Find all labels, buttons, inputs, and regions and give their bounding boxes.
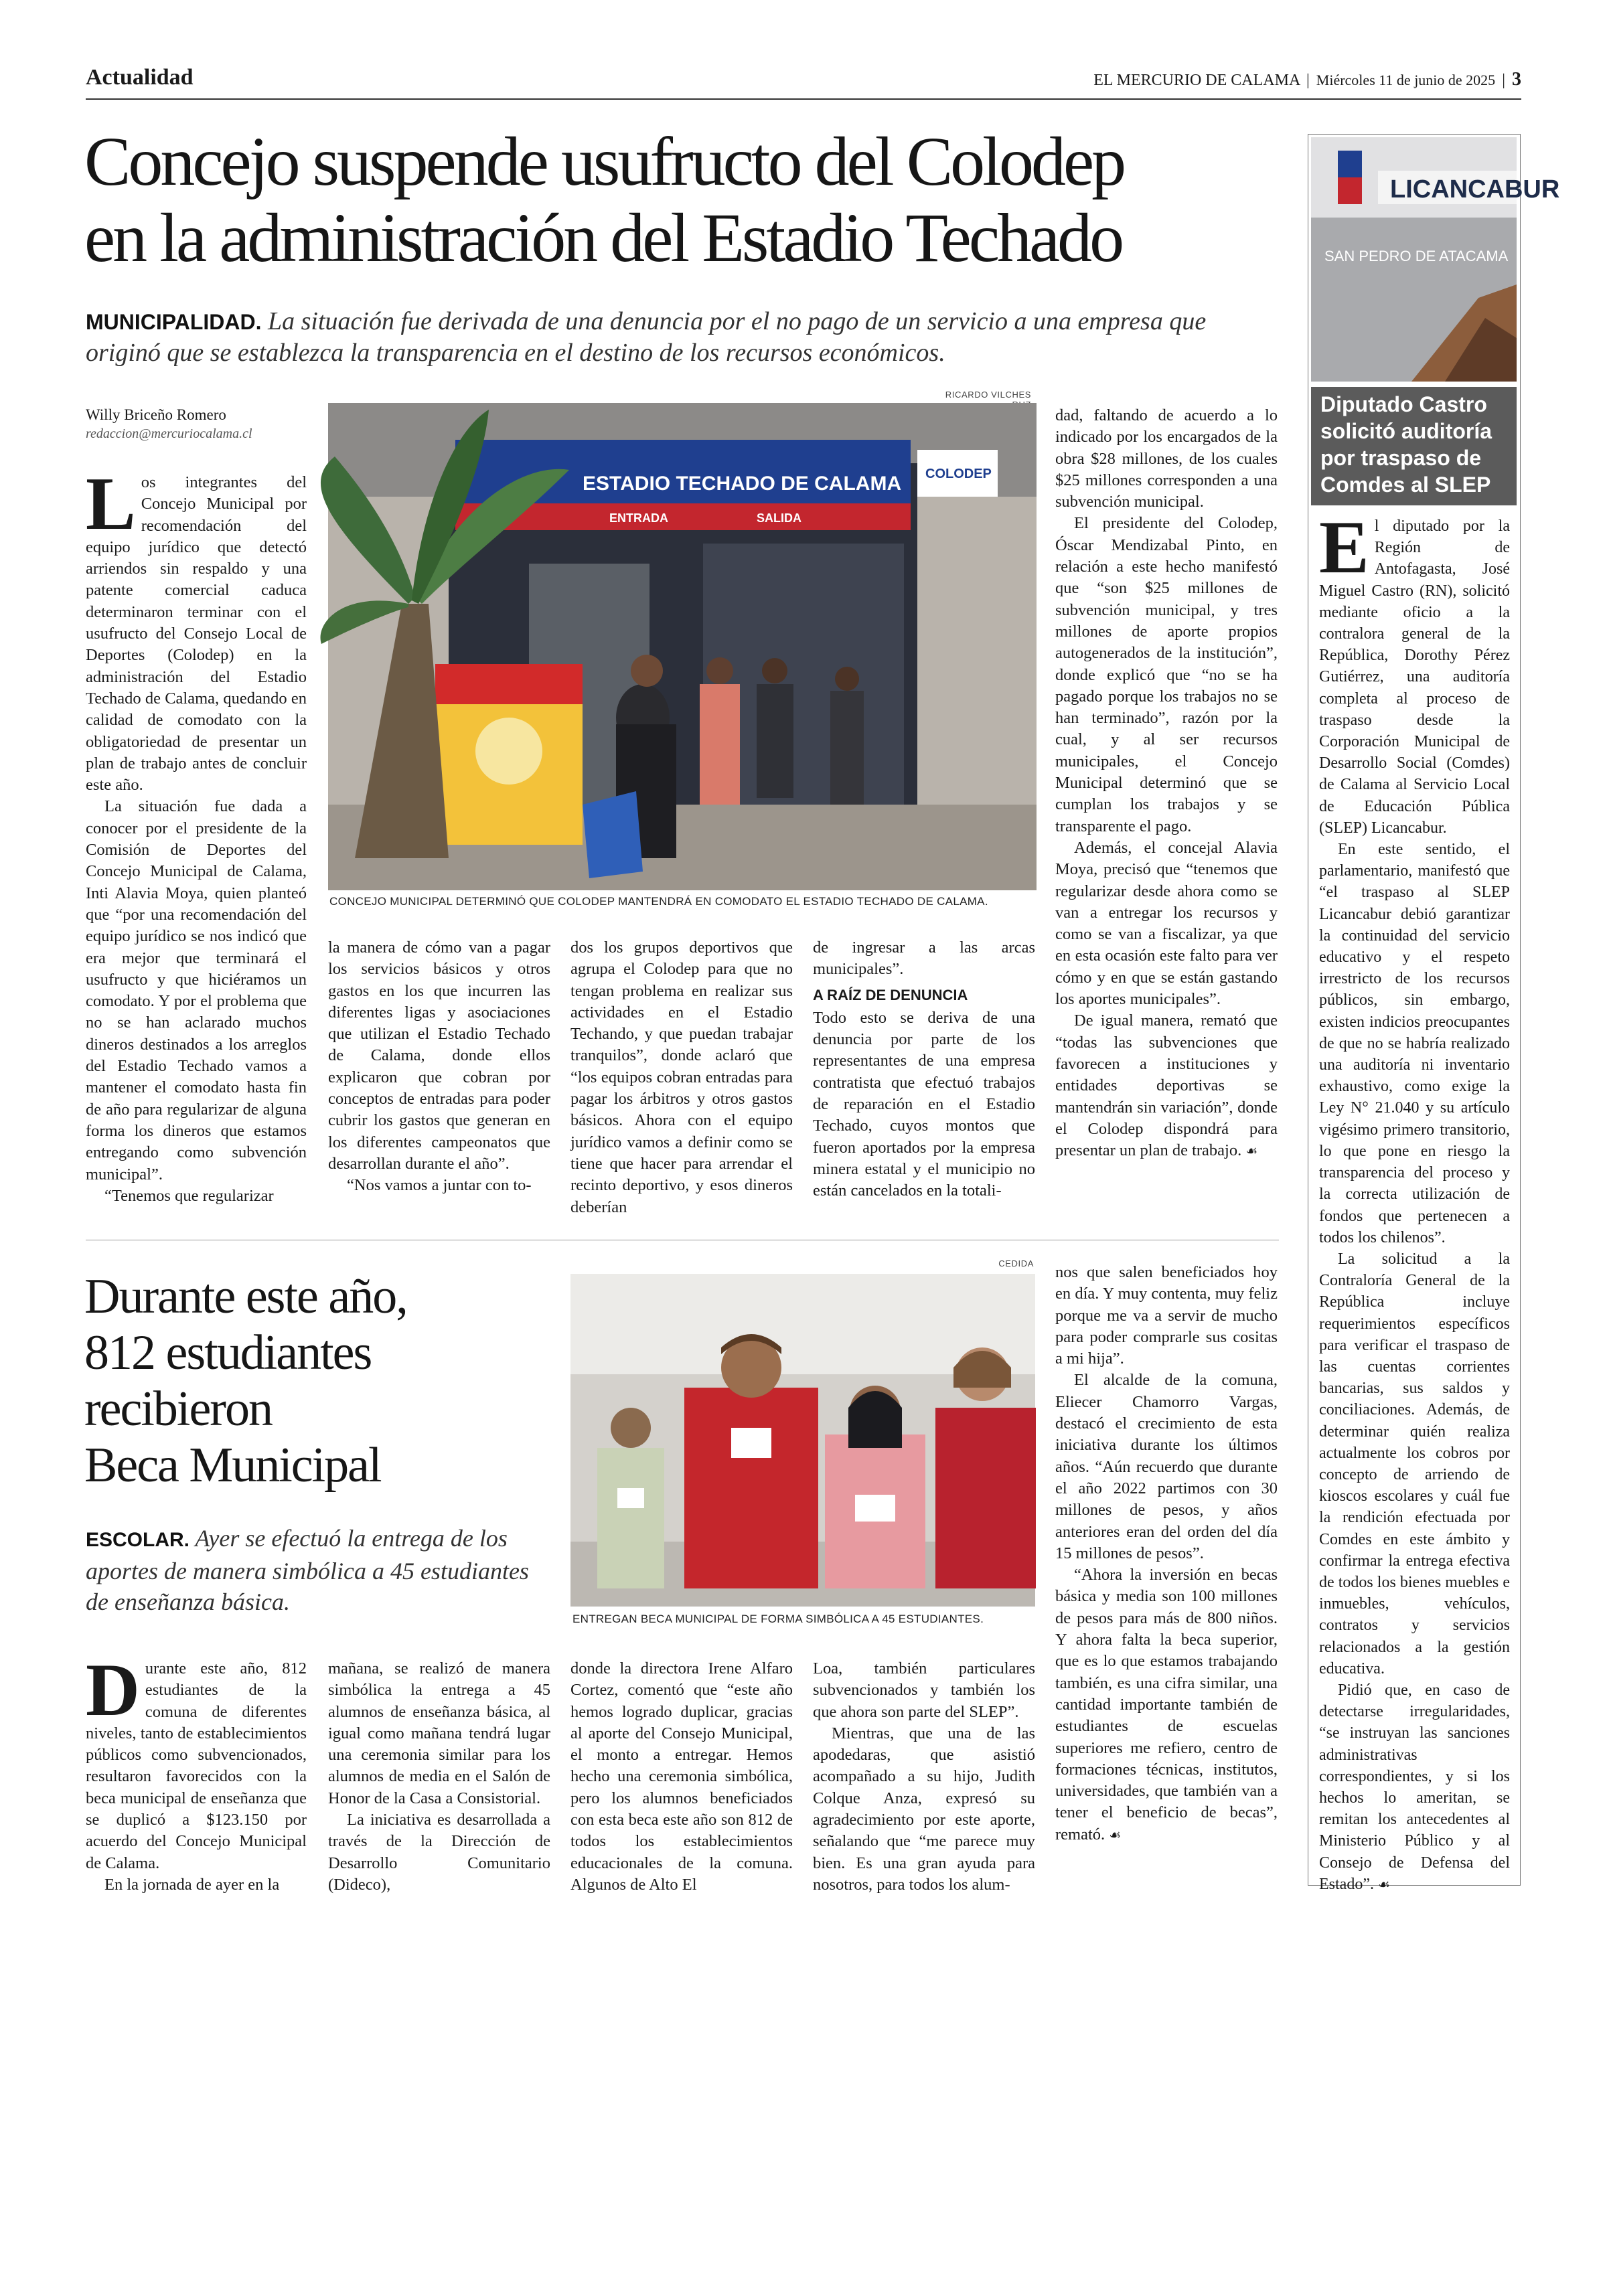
second-col4-p2: Mientras, que una de las apodedaras, que asistió acompañado a su hijo, Judith Colque Anza, expresó su agradecimiento por este aporte, señalando que “me parece muy bien. Es una gran ayuda para nosotros, para todos los alum-	[813, 1724, 1035, 1894]
sidebar-dropcap: E	[1319, 506, 1369, 589]
students-photo-caption: ENTREGAN BECA MUNICIPAL DE FORMA SIMBÓLICA A 45 ESTUDIANTES.	[572, 1613, 984, 1625]
second-end-mark-icon: ☙	[1109, 1826, 1122, 1843]
sidebar-body	[1319, 506, 1510, 1895]
main-col-2	[328, 937, 550, 1197]
main-col2-p1: la manera de cómo van a pagar los servicios básicos y otros gastos en los que incurren las diferentes ligas y asociaciones que utilizan el Estadio Techado de Calama, donde ellos explicaron que cobran por conceptos de entradas para poder cubrir los gastos que generan en los diferentes campeonatos que desarrollan durante el año”.	[328, 938, 550, 1173]
stadium-sign-entrada: ENTRADA	[609, 511, 668, 525]
main-photo-credit: RICARDO VILCHES	[945, 390, 1031, 400]
students-photo	[570, 1274, 1035, 1607]
main-subhead: A RAÍZ DE DENUNCIA	[813, 986, 968, 1003]
sidebar-wall-text: SAN PEDRO DE ATACAMA	[1324, 248, 1509, 264]
page-header	[86, 64, 1521, 100]
newspaper-name: EL MERCURIO DE CALAMA	[1093, 72, 1300, 89]
main-kicker: MUNICIPALIDAD.	[86, 310, 262, 334]
issue-date: Miércoles 11 de junio de 2025	[1316, 72, 1496, 88]
main-headline: Concejo suspende usufructo del Colodep en la administración del Estadio Techado	[84, 123, 1124, 276]
second-col5-p1: nos que salen beneficiados hoy en día. Y muy contenta, muy feliz porque me va a servir de mucho para poder comprarle sus cositas a mi hija”.	[1055, 1263, 1278, 1368]
sidebar-p4: Pidió que, en caso de detectarse irregularidades, “se instruyan las sanciones administrativas correspondientes, y si los hechos lo ameritan, se remitan los antecedentes al Ministerio Público y al Consejo de Defensa del Estado”.	[1319, 1681, 1510, 1893]
second-col2-p1: mañana, se realizó de manera simbólica la entrega a 45 alumnos de enseñanza básica, al igual como mañana tendrá lugar una ceremonia similar para los alumnos de media en el Salón de Honor de la Casa a Consistorial.	[328, 1659, 550, 1807]
second-col-2	[328, 1658, 550, 1896]
masthead-info: EL MERCURIO DE CALAMA | Miércoles 11 de junio de 2025 | 3	[1093, 69, 1521, 90]
author-email: redaccion@mercuriocalama.cl	[86, 426, 252, 441]
second-deck	[86, 1523, 541, 1617]
second-col-3	[570, 1658, 793, 1896]
sidebar-end-mark-icon: ☙	[1377, 1876, 1390, 1892]
second-col5-p3: “Ahora la inversión en becas básica y media son 100 millones de pesos para más de 800 niños. Y ahora falta la beca superior, que es lo que estamos trabajando también, es una cifra similar, una cantidad importante también de estudiantes de escuelas superiores me refiero, centro de formaciones técnicas, institutos, universidades, que también van a tener el beneficio de becas”, remató.	[1055, 1566, 1278, 1843]
colodep-logo-text: COLODEP	[925, 467, 992, 481]
sidebar-sign-text: LICANCABUR	[1390, 175, 1560, 203]
main-col1-p3: “Tenemos que regularizar	[104, 1186, 274, 1205]
main-dropcap: L	[86, 463, 136, 546]
sidebar-p1: l diputado por la Región de Antofagasta, José Miguel Castro (RN), solicitó mediante oficio a la contralora general de la República, Dorothy Pérez Gutiérrez, una auditoría completa al proceso de traspaso desde la Corporación Municipal de Desarrollo Social (Comdes) de Calama al Servicio Local de Educación Pública (SLEP) Licancabur.	[1319, 517, 1510, 837]
main-col-3	[570, 937, 793, 1218]
second-headline: Durante este año, 812 estudiantes recibieron Beca Municipal	[84, 1269, 407, 1493]
second-col5-p2: El alcalde de la comuna, Eliecer Chamorro Vargas, destacó el crecimiento de esta iniciativa durante los últimos años. “Aún recuerdo que durante el año 2022 partimos con 30 millones de pesos, y años anteriores eran del orden del día 15 millones de pesos”.	[1055, 1371, 1278, 1562]
main-col2-p2: “Nos vamos a juntar con to-	[347, 1176, 532, 1195]
stadium-sign-salida: SALIDA	[757, 511, 801, 525]
sidebar-headline-box	[1311, 387, 1517, 505]
second-col4-p1: Loa, también particulares subvencionados y también los que ahora son parte del SLEP”.	[813, 1659, 1035, 1721]
end-mark-icon: ☙	[1245, 1143, 1258, 1159]
section-label: Actualidad	[86, 65, 194, 90]
byline	[86, 406, 307, 442]
main-col-1	[86, 463, 307, 1207]
second-deck-text: Ayer se efectuó la entrega de los aportes de manera simbólica a 45 estudiantes de enseñanza básica.	[86, 1525, 529, 1615]
main-col5-p1: dad, faltando de acuerdo a lo indicado por los encargados de la obra $28 millones, de los cuales $25 millones corresponden a una subvención municipal.	[1055, 406, 1278, 511]
stadium-photo	[328, 403, 1037, 890]
stadium-sign-text: ESTADIO TECHADO DE CALAMA	[583, 473, 902, 495]
sidebar-headline: Diputado Castro solicitó auditoría por traspaso de Comdes al SLEP	[1320, 392, 1493, 497]
sidebar-p2: En este sentido, el parlamentario, manifestó que “el traspaso al SLEP Licancabur debió garantizar la continuidad del servicio educativo y el respeto irrestricto de los recursos públicos, sin embargo, existen indicios preocupantes de que no se habría realizado una auditoría ni inventario exhaustivo, como exige la Ley N° 21.040 y su artículo vigésimo primero transitorio, lo que pone en riesgo la transparencia del proceso y la correcta utilización de fondos que pertenecen a todos los chilenos”.	[1319, 841, 1510, 1246]
main-col5-p4: De igual manera, remató que “todas las subvenciones que favorecen a instituciones y entidades deportivas se mantendrán sin variación”, donde el Colodep dispondrá para presentar un plan de trabajo.	[1055, 1011, 1278, 1160]
second-col1-p2: En la jornada de ayer en la	[104, 1875, 280, 1894]
second-col-1	[86, 1649, 307, 1896]
second-col3-p1: donde la directora Irene Alfaro Cortez, comentó que “este año hemos logrado duplicar, gracias al aporte del Consejo Municipal, el monto a entregar. Hemos hecho una ceremonia simbólica, pero los alumnos beneficiados con esta beca este año son 812 de todos los establecimientos educacionales de la comuna. Algunos de Alto El	[570, 1659, 793, 1894]
page-number: 3	[1512, 69, 1521, 90]
main-col4-p1: de ingresar a las arcas municipales”.	[813, 938, 1035, 979]
second-photo-credit: CEDIDA	[998, 1258, 1034, 1268]
stadium-photo-caption: CONCEJO MUNICIPAL DETERMINÓ QUE COLODEP MANTENDRÁ EN COMODATO EL ESTADIO TECHADO DE CALAMA.	[329, 895, 988, 908]
second-col-5	[1055, 1262, 1278, 1846]
second-kicker: ESCOLAR.	[86, 1529, 190, 1551]
sidebar-p3: La solicitud a la Contraloría General de la República incluye requerimientos específicos para verificar el traspaso de las cuentas corrientes bancarias, sus saldos y conciliaciones. Además, de determinar quién realiza actualmente los cobros por concepto de arriendo de kioscos escolares y cuál fue la rendición efectuada por Comdes en este ámbito y confirmar la entrega efectiva de todos los bienes muebles e inmuebles, vehículos, contratos y servicios relacionados a la gestión educativa.	[1319, 1250, 1510, 1677]
main-deck-text: La situación fue derivada de una denuncia por el no pago de un servicio a una empresa que originó que se establezca la transparencia en el destino de los recursos económicos.	[86, 307, 1207, 367]
second-dropcap: D	[86, 1649, 140, 1732]
main-col-5	[1055, 405, 1278, 1161]
sidebar-photo	[1311, 137, 1560, 382]
main-col5-p3: Además, el concejal Alavia Moya, precisó que “tenemos que regularizar desde ahora como se van a entregar los recursos y como se van a fiscalizar, ya que en esta ocasión este falto para ver cómo y en que se están gastando los aportes municipales”.	[1055, 838, 1278, 1009]
main-col1-p2: La situación fue dada a conocer por el presidente de la Comisión de Deportes del Concejo Municipal de Calama, Inti Alavia Moya, quien planteó que “por una recomendación del equipo jurídico se nos indicó que era mejor que terminará el usufructo y que hiciéramos un comodato. Y por el problema que no se han aclarado muchos dineros destinados a los arreglos del Estadio Techado vamos a mantener el comodato hasta fin de año para regularizar de alguna forma los dineros que estamos entregando como subvención municipal”.	[86, 797, 307, 1183]
second-col1-p1: urante este año, 812 estudiantes de la comuna de diferentes niveles, tanto de establecimientos públicos como subvencionados, resultaron favorecidos con la beca municipal de enseñanza que se duplicó a $123.150 por acuerdo del Concejo Municipal de Calama.	[86, 1659, 307, 1872]
main-deck	[86, 306, 1284, 368]
main-col-4	[813, 937, 1035, 1202]
second-col2-p2: La iniciativa es desarrollada a través de la Dirección de Desarrollo Comunitario (Dideco),	[328, 1811, 550, 1894]
main-col5-p2: El presidente del Colodep, Óscar Mendizabal Pinto, en relación a este hecho manifestó que “son $25 millones de subvención municipal, y tres millones de aporte propios autogenerados de la institución”, donde explicó que “no se ha pagado porque los trabajos no se han terminado”, razón por la cual, y al ser recursos municipales, el Concejo Municipal determinó que se cumplan los trabajos y se transparente el pago.	[1055, 514, 1278, 835]
second-col-4	[813, 1658, 1035, 1896]
author-name: Willy Briceño Romero	[86, 406, 226, 423]
main-col1-p1: os integrantes del Concejo Municipal por recomendación del equipo jurídico que detectó arriendos sin respaldo y una patente comercial caduca determinaron terminar con el usufructo del Consejo Local de Deportes (Colodep) en la administración del Estadio Techado de Calama, quedando en calidad de comodato con la obligatoriedad de presentar un plan de trabajo antes de concluir este año.	[86, 473, 307, 795]
main-col3-p1: dos los grupos deportivos que agrupa el Colodep para que no tengan problema en realizar sus actividades en el Estadio Techando, y que puedan trabajar tranquilos”, donde aclaró que “los equipos cobran entradas para pagar los árbitros y otros gastos básicos. Ahora con el equipo jurídico vamos a definir como se tiene que hacer para arrendar el recinto deportivo, y esos dineros deberían	[570, 938, 793, 1216]
main-col4-p2: Todo esto se deriva de una denuncia por parte de los representantes de una empresa contratista que efectuó trabajos de reparación en el Estadio Techado, cuyos montos que fueron aportados por la empresa minera estatal y el municipio no están cancelados en la totali-	[813, 1008, 1035, 1200]
